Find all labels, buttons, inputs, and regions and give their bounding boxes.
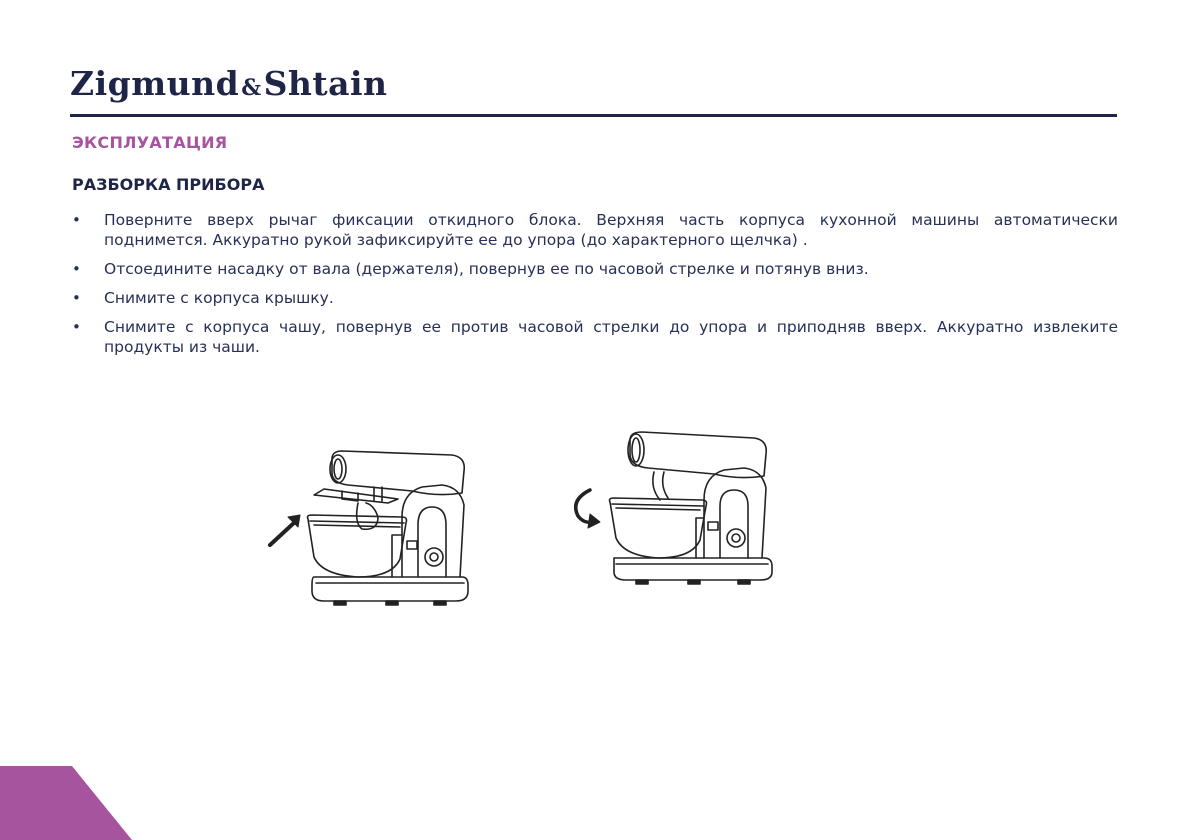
corner-decoration [0,766,132,840]
step-text: Поверните вверх рычаг фиксации откидного блока. Верхняя часть корпуса кухонной машины автоматически поднимется. Аккуратно рукой зафиксируйте ее до упора (до характерного щелчка) . [104,211,1118,249]
mixer-illustration-attachment-removal [262,445,474,610]
steps-list [72,210,1118,366]
logo-text-shtain: Shtain [263,64,388,103]
step-text: Снимите с корпуса крышку. [104,289,334,307]
logo-ampersand: & [241,75,262,101]
list-item [72,317,1118,357]
list-item [72,259,1118,279]
bullet: • [72,211,81,229]
step-text: Снимите с корпуса чашу, повернув ее против часовой стрелки до упора и приподняв вверх. Аккуратно извлеките продукты из чаши. [104,318,1118,356]
mixer-illustration-bowl-removal [568,428,784,598]
logo-text-zigmund: Zigmund [70,64,240,103]
list-item [72,288,1118,308]
list-item [72,210,1118,250]
bullet: • [72,318,81,336]
bullet: • [72,260,81,278]
header-divider [70,114,1117,117]
subsection-title: РАЗБОРКА ПРИБОРА [72,175,265,194]
step-text: Отсоедините насадку от вала (держателя), повернув ее по часовой стрелке и потянув вниз. [104,260,869,278]
section-title: ЭКСПЛУАТАЦИЯ [72,133,228,152]
bullet: • [72,289,81,307]
brand-logo [70,64,388,103]
